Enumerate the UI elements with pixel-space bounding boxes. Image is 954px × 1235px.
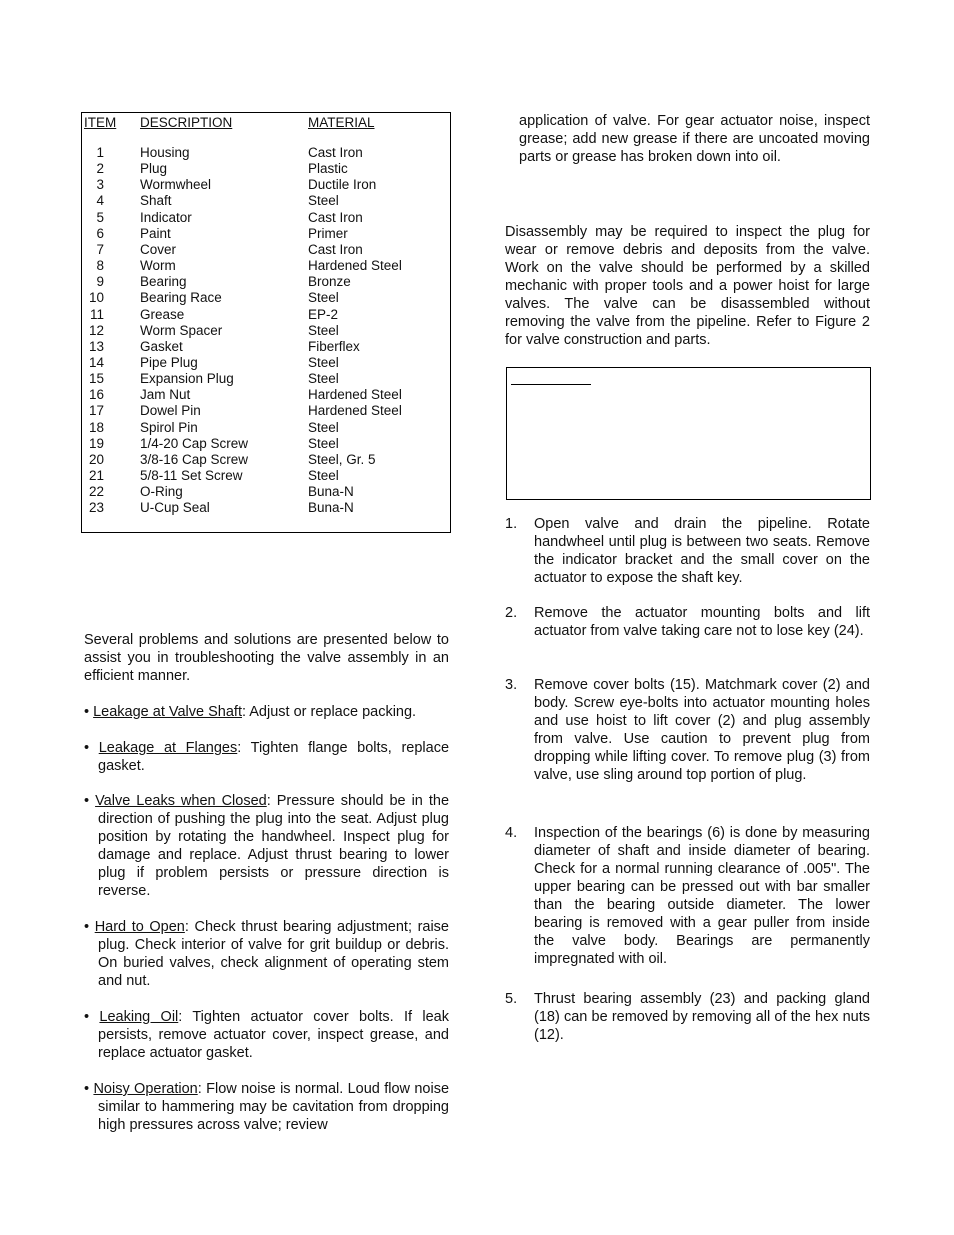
table-row: [82, 468, 450, 484]
solution-text: : Pressure should be in the direction of pushing the plug into the seat. Adjust plug position by rotating the handwheel. Inspect plug for damage and replace. Adjust thrust bearing to lower plug if problem persists or pressure direction is reverse.: [98, 793, 450, 899]
table-row: [82, 323, 450, 339]
row-item: 21: [88, 468, 104, 483]
troubleshooting-list: [84, 703, 449, 1134]
row-description: O-Ring: [140, 484, 183, 500]
row-material: Hardened Steel: [308, 403, 402, 419]
row-item: 20: [88, 451, 104, 467]
row-material: Plastic: [308, 161, 348, 177]
step-text: Open valve and drain the pipeline. Rotate handwheel until plug is between two seats. Remove the indicator bracket and the small cover on the actuator to expose the shaft key.: [534, 516, 870, 586]
parts-table: [81, 112, 451, 533]
row-material: Steel, Gr. 5: [308, 451, 376, 467]
table-row: [82, 436, 450, 452]
row-material: Cast Iron: [308, 145, 363, 160]
bullet-marker: •: [84, 919, 90, 935]
row-material: Cast Iron: [308, 209, 363, 225]
step-number: 2.: [505, 605, 518, 621]
problem-title: Valve Leaks when Closed: [95, 793, 267, 809]
row-item: 15: [88, 371, 104, 387]
row-item: 4: [96, 193, 104, 209]
row-description: Expansion Plug: [140, 371, 234, 387]
problem-title: Leaking Oil: [99, 1009, 179, 1025]
list-item: [84, 918, 449, 990]
row-item: 16: [88, 387, 104, 403]
row-description: 3/8-16 Cap Screw: [140, 451, 249, 467]
row-description: Pipe Plug: [140, 354, 198, 370]
problem-title: Hard to Open: [94, 919, 185, 935]
table-row: [82, 210, 450, 226]
row-description: Gasket: [140, 338, 183, 354]
caution-box: [506, 367, 871, 500]
row-item: 11: [89, 306, 104, 322]
table-row: [82, 274, 450, 290]
row-item: 2: [96, 161, 104, 177]
table-row: [82, 242, 450, 258]
table-row: [82, 420, 450, 436]
row-material: Steel: [308, 371, 339, 387]
problem-title: Noisy Operation: [93, 1081, 198, 1097]
table-row: [82, 452, 450, 468]
row-description: 1/4-20 Cap Screw: [140, 435, 249, 451]
troubleshooting-section: [84, 631, 449, 1134]
bullet-marker: •: [84, 704, 90, 720]
row-item: 8: [96, 258, 104, 274]
step-text: Thrust bearing assembly (23) and packing gland (18) can be removed by removing all of the hex nuts (12).: [534, 991, 870, 1043]
row-material: Hardened Steel: [308, 258, 402, 274]
row-item: 23: [88, 500, 104, 516]
disassembly-intro: Disassembly may be required to inspect the plug for wear or remove debris and deposits from the valve. Work on the valve should be performed by a skilled mechanic with proper tools and a power hoist for large valves. The valve can be disassembled without removing the valve from the pipeline. Refer to Figure 2 for valve construction and parts.: [505, 224, 870, 348]
row-description: Housing: [140, 145, 190, 160]
row-item: 6: [96, 225, 104, 241]
row-material: Hardened Steel: [308, 387, 402, 403]
row-item: 18: [88, 419, 104, 435]
row-item: 22: [88, 484, 104, 500]
row-material: Ductile Iron: [308, 177, 377, 193]
table-row: [82, 371, 450, 387]
table-row: [82, 193, 450, 209]
problem-title: Leakage at Valve Shaft: [93, 704, 242, 720]
table-row: [82, 258, 450, 274]
row-material: Bronze: [308, 274, 351, 290]
solution-text: : Tighten flange bolts, replace gasket.: [98, 740, 450, 774]
step-text: Remove cover bolts (15). Matchmark cover (2) and body. Screw eye-bolts into actuator mounting holes and use hoist to lift cover (2) and plug assembly from valve. Use caution to prevent plug from dropping while lifting cover. To remove plug (3) from valve, use sling around top portion of plug.: [534, 677, 870, 783]
row-item: 19: [88, 435, 104, 451]
row-item: 17: [88, 403, 104, 419]
table-row: [82, 484, 450, 500]
continuation-text: application of valve. For gear actuator noise, inspect grease; add new grease if there are uncoated moving parts or grease has broken down into oil.: [519, 113, 870, 165]
table-row: [82, 339, 450, 355]
step-number: 1.: [505, 516, 518, 532]
row-description: Jam Nut: [140, 387, 191, 403]
caution-heading-rule: [511, 384, 591, 385]
row-item: 3: [96, 177, 104, 193]
header-item: ITEM: [84, 115, 117, 130]
table-row: [82, 500, 450, 516]
row-description: Plug: [140, 161, 168, 177]
table-row: [82, 145, 450, 161]
step-number: 4.: [505, 825, 518, 841]
solution-text: : Flow noise is normal. Loud flow noise similar to hammering may be cavitation from dropping high pressures across valve; review: [98, 1081, 450, 1133]
row-material: EP-2: [308, 306, 339, 322]
row-description: Dowel Pin: [140, 403, 201, 419]
bullet-marker: •: [84, 1081, 90, 1097]
row-description: Bearing Race: [140, 290, 222, 306]
list-item: [84, 703, 449, 721]
table-row: [82, 161, 450, 177]
row-material: Buna-N: [308, 484, 354, 500]
row-material: Steel: [308, 290, 339, 306]
row-description: Paint: [140, 225, 171, 241]
row-description: Indicator: [140, 209, 192, 225]
row-item: 12: [88, 322, 104, 338]
header-material: MATERIAL: [308, 115, 375, 130]
row-description: Grease: [140, 306, 185, 322]
table-row: [82, 355, 450, 371]
row-description: Wormwheel: [140, 177, 212, 193]
list-item: [84, 792, 449, 900]
row-material: Steel: [308, 468, 339, 483]
header-description: DESCRIPTION: [140, 115, 233, 130]
row-material: Steel: [308, 193, 339, 209]
row-item: 14: [88, 354, 104, 370]
row-description: Shaft: [140, 193, 172, 209]
row-material: Steel: [308, 354, 339, 370]
bullet-marker: •: [84, 1009, 90, 1025]
bullet-marker: •: [84, 740, 90, 756]
row-description: 5/8-11 Set Screw: [140, 468, 243, 483]
row-item: 9: [96, 274, 104, 290]
list-item: [84, 1080, 449, 1134]
troubleshooting-intro: Several problems and solutions are presented below to assist you in troubleshooting the valve assembly in an efficient manner.: [84, 632, 449, 684]
row-description: Bearing: [140, 274, 187, 290]
row-description: Worm: [140, 258, 176, 274]
table-row: [82, 177, 450, 193]
row-material: Steel: [308, 322, 339, 338]
list-item: [84, 739, 449, 775]
row-description: Worm Spacer: [140, 322, 223, 338]
step-number: 3.: [505, 677, 518, 693]
row-item: 10: [88, 290, 104, 306]
solution-text: : Tighten actuator cover bolts. If leak persists, remove actuator cover, inspect grease, and replace actuator gasket.: [98, 1009, 449, 1061]
step-number: 5.: [505, 991, 518, 1007]
table-row: [82, 403, 450, 419]
row-item: 13: [88, 338, 104, 354]
row-material: Buna-N: [308, 500, 354, 516]
row-description: U-Cup Seal: [140, 500, 210, 516]
problem-title: Leakage at Flanges: [98, 740, 238, 756]
bullet-marker: •: [84, 793, 90, 809]
table-row: [82, 387, 450, 403]
row-material: Steel: [308, 419, 339, 435]
row-material: Primer: [308, 225, 348, 241]
row-material: Steel: [308, 435, 339, 451]
row-description: Cover: [140, 241, 177, 257]
list-item: [84, 1008, 449, 1062]
row-description: Spirol Pin: [140, 419, 198, 435]
table-row: [82, 307, 450, 323]
solution-text: : Adjust or replace packing.: [241, 704, 417, 720]
table-row: [82, 226, 450, 242]
row-item: 1: [96, 145, 104, 160]
row-material: Cast Iron: [308, 241, 363, 257]
step-text: Inspection of the bearings (6) is done by measuring diameter of shaft and inside diameter of bearing. Check for a normal running clearance of .005". The upper bearing can be pressed out with bar smaller than the bearing outside diameter. The lower bearing is removed with a gear puller from inside the valve body. Bearings are permanently impregnated with oil.: [534, 825, 870, 967]
row-item: 5: [96, 209, 104, 225]
table-row: [82, 290, 450, 306]
solution-text: : Check thrust bearing adjustment; raise plug. Check interior of valve for grit buildup or debris. On buried valves, check alignment of operating stem and nut.: [98, 919, 449, 989]
row-material: Fiberflex: [308, 338, 360, 354]
step-text: Remove the actuator mounting bolts and lift actuator from valve taking care not to lose key (24).: [534, 605, 870, 639]
row-item: 7: [96, 241, 104, 257]
